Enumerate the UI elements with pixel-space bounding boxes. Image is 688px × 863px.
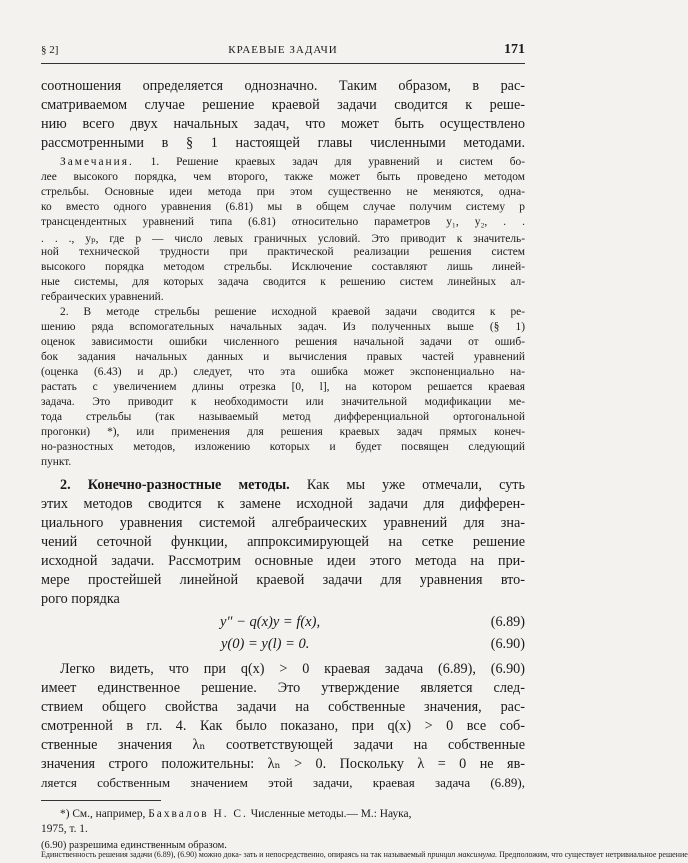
equation-number: (6.90)	[490, 636, 525, 652]
footnote-line	[60, 808, 525, 820]
section2-line: этих методов сводится к замене исходной задачи для дифферен-	[41, 496, 525, 512]
para3-line: значения строго положительны: λₙ > 0. Поскольку λ = 0 не яв-	[41, 756, 525, 772]
para4-line: Единственность решения задачи (6.89), (6.90) можно дока-	[41, 850, 242, 859]
remark1-line: ной технической трудности при практической реализации решения систем	[41, 246, 525, 258]
para3-line: ствием общего свойства задачи на собственные значения, рас-	[41, 699, 525, 715]
equation-formula: y(0) = y(l) = 0.	[221, 636, 310, 652]
para4-line: зать и непосредственно, опираясь на так называемый	[243, 850, 428, 859]
running-title: КРАЕВЫЕ ЗАДАЧИ	[228, 44, 338, 56]
para4-block	[41, 850, 688, 859]
footnote-rest: Численные методы.— М.: Наука,	[247, 808, 412, 820]
para3-line: (6.90) разрешима единственным образом.	[41, 840, 227, 851]
remark1-first-line	[60, 156, 525, 168]
footnote-line: 1975, т. 1.	[41, 823, 88, 835]
footnote-rule	[41, 800, 161, 801]
para4-line: Предположим, что существует нетривиальное решение	[497, 850, 688, 859]
section2-heading: 2. Конечно-разностные методы.	[60, 477, 290, 493]
para1-line: сматриваемом случае решение краевой задачи сводится к реше-	[41, 97, 525, 113]
para4-italic: принцип	[427, 850, 456, 859]
remark2-line: но-разностных методов, изложению которых и будет посвящен следующий	[41, 441, 525, 453]
running-header	[41, 44, 525, 62]
remark1-line: стрельбы. Основные идеи метода при этом существенно не меняются, одна-	[41, 186, 525, 198]
section2-line: мере простейшей линейной краевой задачи для уравнения вто-	[41, 572, 525, 588]
section2-line: чений сеточной функции, аппроксимирующей на сетке решение	[41, 534, 525, 550]
equation-formula: y″ − q(x)y = f(x),	[220, 614, 321, 630]
section2-first-line	[60, 477, 525, 494]
remark1-line: лее высокого порядка, чем второго, также может быть проведено методом	[41, 171, 525, 183]
page-number: 171	[504, 42, 525, 57]
header-rule	[41, 63, 525, 64]
footnote-mark: *) См., например,	[60, 808, 149, 820]
para3-line: Легко видеть, что при q(x) > 0 краевая задача (6.89), (6.90)	[60, 661, 525, 677]
para3-line: ственные значения λₙ соответствующей задачи на собственные	[41, 737, 525, 753]
para3-line: ляется собственным значением этой задачи, краевая задача (6.89),	[41, 775, 525, 790]
remark1-line: . . ., yₚ, где p — число левых граничных условий. Это приводит к значитель-	[41, 233, 525, 245]
section2-line: циального уравнения системой алгебраических уравнений для зна-	[41, 515, 525, 531]
remark2-line: прогонки) *), или применения для решения краевых задач прямых конеч-	[41, 426, 525, 438]
remark2-line: бок задания начальных данных и вычисления правых частей уравнений	[41, 351, 525, 363]
para4-italic: максимума.	[457, 850, 498, 859]
para3-line: имеет единственное решение. Это утверждение является след-	[41, 680, 525, 696]
remark2-line: пункт.	[41, 456, 72, 468]
remark1-line: ко вместо одного уравнения (6.81) мы в общем случае получим систему p	[41, 201, 525, 213]
remark1-line: гебраических уравнений.	[41, 291, 164, 303]
remarks-heading: Замечания.	[60, 156, 134, 168]
remark2-line: задача. Это приводит к необходимости или значительной модификации ме-	[41, 396, 525, 408]
remark2-line: растать с увеличением длины отрезка [0, l], на котором решается краевая	[41, 381, 525, 393]
para1-line: рассмотренными в § 1 настоящей главы численными методами.	[41, 135, 525, 151]
section-ref: § 2]	[41, 44, 59, 56]
remark1-line: ные системы, для которых задача сводится к решению систем линейных ал-	[41, 276, 525, 288]
section2-line: исходной задачи. Рассмотрим основные идеи этого метода на при-	[41, 553, 525, 569]
remark1-text: 1. Решение краевых задач для уравнений и систем бо-	[133, 156, 525, 168]
para3-line: смотренной в гл. 4. Как было показано, при q(x) > 0 все соб-	[41, 718, 525, 734]
remark2-line: шению ряда вспомогательных начальных задач. Из полученных выше (§ 1)	[41, 321, 525, 333]
remark1-line: трансцендентных уравнений типа (6.81) относительно параметров y₁, y₂, . .	[41, 216, 525, 228]
footnote-author: Бахвалов Н. С.	[148, 808, 248, 820]
para1-line: нию всего двух начальных задач, что может быть осуществлено	[41, 116, 525, 132]
remark1-line: высокого порядка методом стрельбы. Исключение составляют лишь линей-	[41, 261, 525, 273]
remark2-line: (оценка (6.43) и др.) следует, что эта ошибка может экспоненциально на-	[41, 366, 525, 378]
section2-text: Как мы уже отмечали, суть	[289, 477, 525, 493]
section2-line: рого порядка	[41, 591, 120, 607]
remark2-line: оценок зависимости ошибки численного решения начальной задачи от ошиб-	[41, 336, 525, 348]
para1-line: соотношения определяется однозначно. Таким образом, в рас-	[41, 78, 525, 94]
remark2-line: тода стрельбы (так называемый метод дифференциальной ортогональной	[41, 411, 525, 423]
remark2-line: 2. В методе стрельбы решение исходной краевой задачи сводится к ре-	[60, 306, 525, 318]
equation-number: (6.89)	[490, 614, 525, 630]
